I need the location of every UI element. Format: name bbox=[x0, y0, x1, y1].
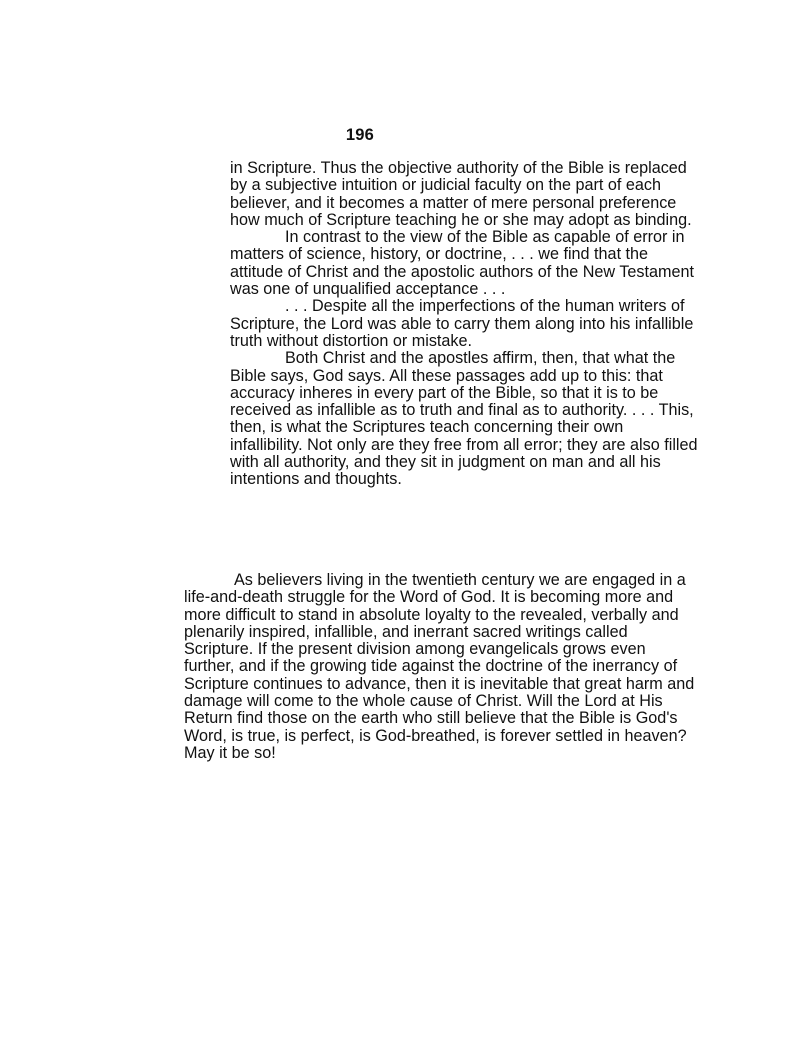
page-number: 196 bbox=[345, 126, 375, 144]
quote-paragraph-2: In contrast to the view of the Bible as capable of error in matters of science, history, or doctrine, . . . we find that the attitude of Christ and the apostolic authors of the New Testament was one of unqualified acceptance . . . bbox=[230, 228, 695, 299]
block-quote bbox=[230, 160, 700, 489]
quote-paragraph-3: . . . Despite all the imperfections of the human writers of Scripture, the Lord was able to carry them along into his infallible truth without distortion or mistake. bbox=[230, 297, 694, 350]
body-text bbox=[184, 572, 696, 762]
body-paragraph: As believers living in the twentieth century we are engaged in a life-and-death struggle for the Word of God. It is becoming more and more difficult to stand in absolute loyalty to the revealed, verbally and plenarily inspired, infallible, and inerrant sacred writings called Scripture. If the present division among evangelicals grows even further, and if the growing tide against the doctrine of the inerrancy of Scripture continues to advance, then it is inevitable that great harm and damage will come to the whole cause of Christ. Will the Lord at His Return find those on the earth who still believe that the Bible is God's Word, is true, is perfect, is God-breathed, is forever settled in heaven? May it be so! bbox=[184, 571, 695, 762]
quote-paragraph-4: Both Christ and the apostles affirm, then, that what the Bible says, God says. All these passages add up to this: that accuracy inheres in every part of the Bible, so that it is to be received as infallible as to truth and final as to authority. . . . This, then, is what the Scriptures teach concerning their own infallibility. Not only are they free from all error; they are also filled with all authority, and they sit in judgment on man and all his intentions and thoughts. bbox=[230, 349, 698, 489]
quote-paragraph-1: in Scripture. Thus the objective authority of the Bible is replaced by a subjective intuition or judicial faculty on the part of each believer, and it becomes a matter of mere personal preference how much of Scripture teaching he or she may adopt as binding. bbox=[230, 159, 692, 229]
